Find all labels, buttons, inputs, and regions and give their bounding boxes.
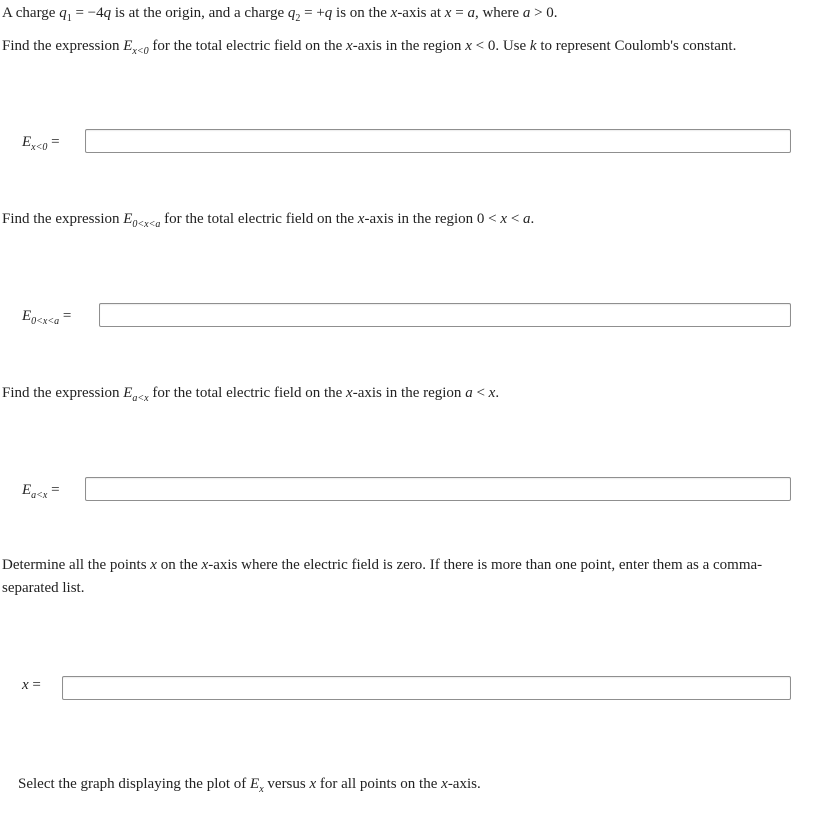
- var-E: E: [123, 38, 133, 54]
- var-E: E: [123, 385, 133, 401]
- var-x: x: [488, 385, 496, 401]
- prompt-text: for the total electric field on the: [148, 385, 347, 401]
- var-x: x: [390, 5, 398, 21]
- prompt-text: -axis in the region: [352, 38, 466, 54]
- prompt-text: -axis.: [447, 776, 481, 792]
- var-E: E: [22, 134, 32, 150]
- var-q: q: [324, 5, 333, 21]
- var-E: E: [250, 776, 260, 792]
- answer-4-label: [22, 675, 41, 695]
- answer-4-input[interactable]: [62, 676, 791, 700]
- var-x: x: [441, 776, 448, 792]
- subscript: x: [259, 784, 264, 795]
- prompt-text: on the: [156, 557, 202, 573]
- var-x: x: [150, 557, 157, 573]
- question-5-prompt: [18, 774, 481, 796]
- question-2-prompt: [2, 209, 534, 231]
- prompt-text: -axis in the region 0 <: [364, 211, 501, 227]
- prompt-text: <: [507, 211, 524, 227]
- prompt-text: Select the graph displaying the plot of: [18, 776, 251, 792]
- prompt-text: for the total electric field on the: [160, 211, 358, 227]
- question-1-prompt: [2, 36, 736, 58]
- prompt-text: Find the expression: [2, 211, 124, 227]
- prompt-text: versus: [263, 776, 310, 792]
- var-x: x: [22, 677, 29, 693]
- prompt-text: for the total electric field on the: [148, 38, 347, 54]
- answer-3-input[interactable]: [85, 477, 791, 501]
- prompt-text: .: [530, 211, 535, 227]
- intro-text: is at the origin, and a charge: [111, 5, 288, 21]
- var-x: x: [465, 38, 472, 54]
- var-x: x: [309, 776, 317, 792]
- problem-intro: [2, 3, 558, 25]
- var-a: a: [523, 211, 531, 227]
- subscript: 0<x<a: [31, 316, 60, 327]
- var-E: E: [22, 482, 32, 498]
- intro-text: > 0.: [530, 5, 558, 21]
- prompt-text: < 0. Use: [471, 38, 530, 54]
- subscript: 0<x<a: [132, 219, 161, 230]
- var-q: q: [287, 5, 296, 21]
- prompt-text: <: [472, 385, 489, 401]
- subscript: x<0: [132, 46, 149, 57]
- subscript: a<x: [132, 393, 149, 404]
- answer-3-label: [22, 480, 60, 502]
- intro-text: , where: [474, 5, 523, 21]
- equals-sign: =: [59, 308, 72, 324]
- var-x: x: [346, 38, 353, 54]
- intro-text: A charge: [2, 5, 60, 21]
- prompt-text: .: [495, 385, 500, 401]
- intro-text: = −4: [71, 5, 104, 21]
- intro-text: = +: [300, 5, 325, 21]
- var-a: a: [467, 5, 475, 21]
- var-q: q: [103, 5, 112, 21]
- intro-text: =: [451, 5, 468, 21]
- subscript: a<x: [31, 490, 48, 501]
- equals-sign: =: [47, 482, 60, 498]
- answer-2-input[interactable]: [99, 303, 791, 327]
- subscript: 1: [66, 13, 72, 24]
- prompt-text: -axis in the region: [352, 385, 466, 401]
- var-x: x: [444, 5, 452, 21]
- intro-text: is on the: [332, 5, 391, 21]
- prompt-text: Determine all the points: [2, 557, 151, 573]
- var-E: E: [22, 308, 32, 324]
- answer-1-label: [22, 132, 60, 154]
- intro-text: -axis at: [397, 5, 445, 21]
- prompt-text: to represent Coulomb's constant.: [536, 38, 737, 54]
- prompt-text: Find the expression: [2, 38, 124, 54]
- var-q: q: [59, 5, 67, 21]
- var-k: k: [529, 38, 537, 54]
- prompt-text: -axis where the electric field is zero. If there is more than one point, enter them as a comma-separated list.: [2, 557, 763, 596]
- var-x: x: [500, 211, 508, 227]
- prompt-text: for all points on the: [316, 776, 442, 792]
- subscript: x<0: [31, 142, 48, 153]
- question-4-prompt: [2, 554, 792, 600]
- equals-sign: =: [28, 677, 41, 693]
- var-E: E: [123, 211, 133, 227]
- var-x: x: [201, 557, 209, 573]
- question-3-prompt: [2, 383, 499, 405]
- prompt-text: Find the expression: [2, 385, 124, 401]
- subscript: 2: [295, 13, 301, 24]
- var-x: x: [346, 385, 353, 401]
- answer-1-input[interactable]: [85, 129, 791, 153]
- answer-2-label: [22, 306, 71, 328]
- var-a: a: [522, 5, 531, 21]
- var-a: a: [465, 385, 473, 401]
- equals-sign: =: [47, 134, 60, 150]
- var-x: x: [357, 211, 365, 227]
